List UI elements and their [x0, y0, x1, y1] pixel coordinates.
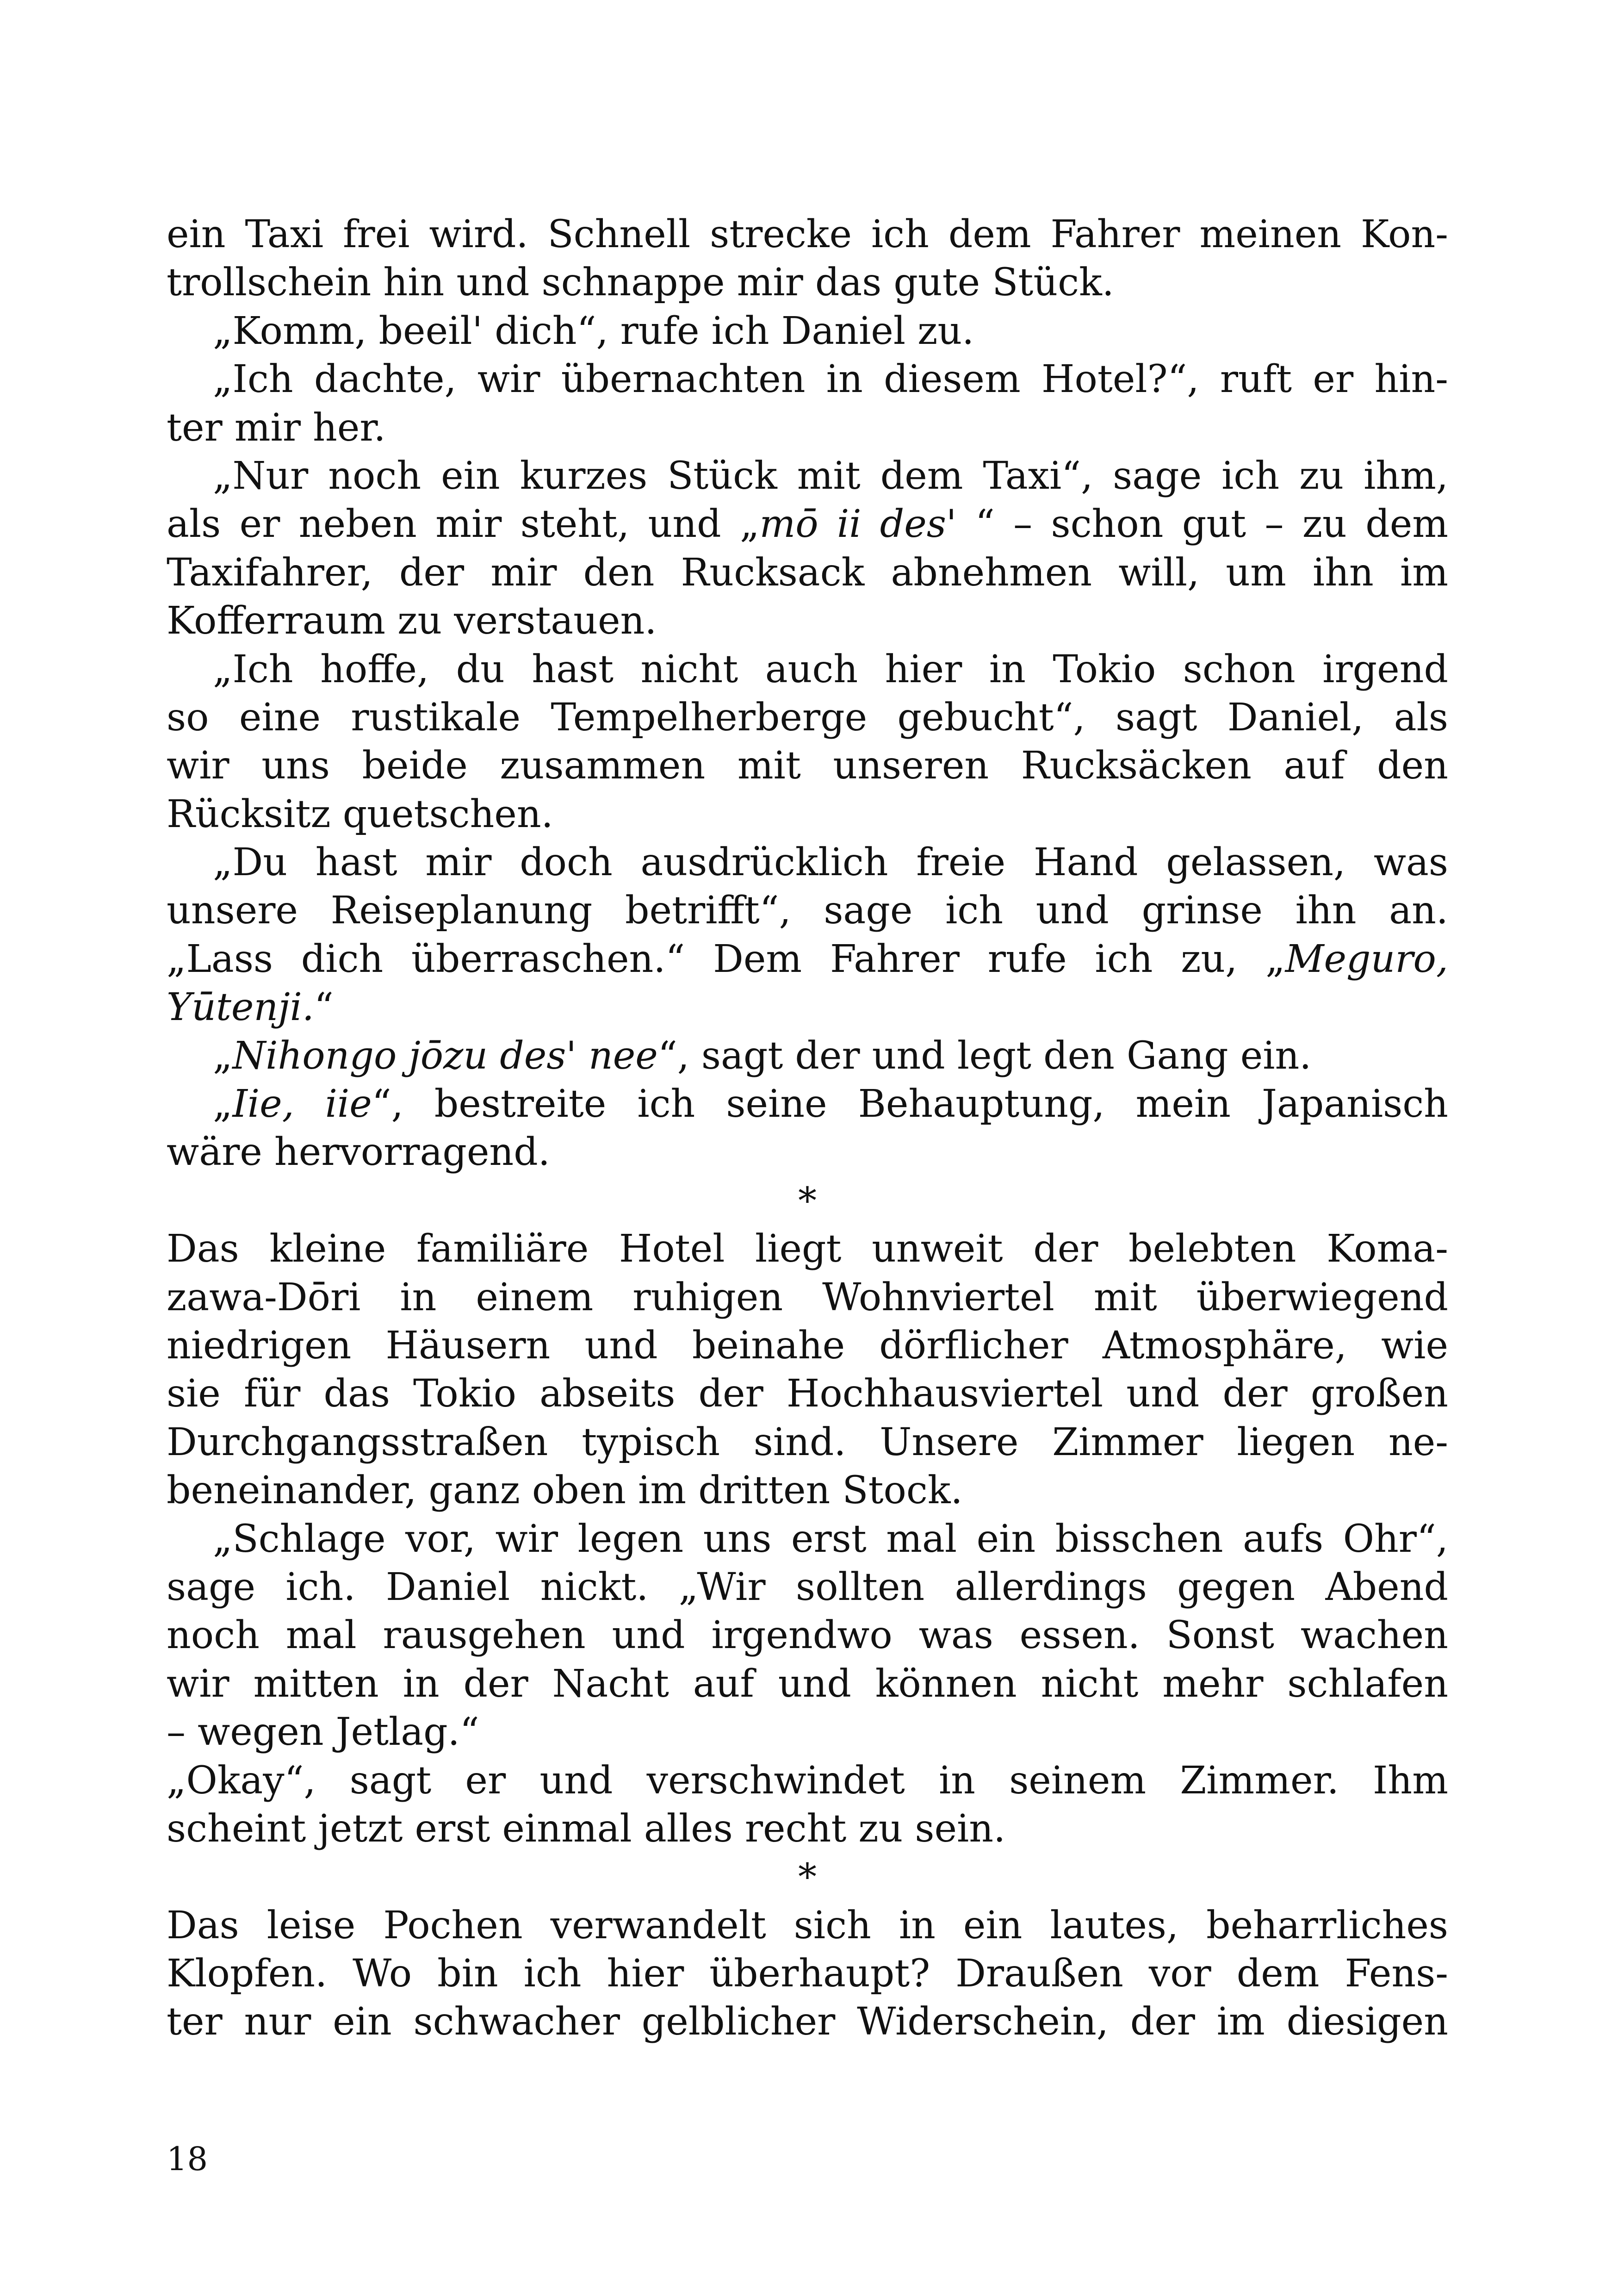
text-line: Kofferraum zu verstauen.: [167, 599, 657, 643]
japanese-phrase: Meguro,: [1285, 937, 1448, 981]
text-line: „Okay“, sagt er und verschwindet in seinem Zimmer. Ihm: [167, 1758, 1448, 1803]
text-run: „Lass dich überraschen.“ Dem Fahrer rufe ich zu, „: [167, 937, 1285, 981]
text-run: “ – schon gut – zu dem: [956, 502, 1449, 547]
text-line: „Nur noch ein kurzes Stück mit dem Taxi“, sage ich zu ihm,: [213, 454, 1448, 498]
text-line: [167, 983, 1448, 1032]
text-run: “: [314, 985, 334, 1030]
text-line: sage ich. Daniel nickt. „Wir sollten allerdings gegen Abend: [167, 1565, 1448, 1609]
text-run: “, bestreite ich seine Behauptung, mein Japanisch: [372, 1082, 1448, 1126]
text-line: so eine rustikale Tempelherberge gebucht“, sagt Daniel, als: [167, 695, 1448, 740]
section-separator: *: [798, 1179, 817, 1222]
text-line: ein Taxi frei wird. Schnell strecke ich dem Fahrer meinen Kon-: [167, 212, 1448, 256]
text-run: “, sagt der und legt den Gang ein.: [657, 1033, 1312, 1078]
text-line: Rücksitz quetschen.: [167, 792, 553, 836]
text-line: Klopfen. Wo bin ich hier überhaupt? Draußen vor dem Fens-: [167, 1952, 1448, 1996]
text-line: Das leise Pochen verwandelt sich in ein lautes, beharrliches: [167, 1903, 1448, 1948]
text-line: Taxifahrer, der mir den Rucksack abnehmen will, um ihn im: [167, 550, 1448, 595]
text-line: „Ich dachte, wir übernachten in diesem Hotel?“, ruft er hin-: [213, 357, 1448, 402]
japanese-phrase: Yūtenji.: [167, 985, 314, 1030]
text-line: – wegen Jetlag.“: [167, 1710, 479, 1755]
text-line: wäre hervorragend.: [167, 1130, 550, 1175]
text-line: [167, 500, 1448, 548]
japanese-phrase: Nihongo jōzu des' nee: [232, 1033, 658, 1078]
text-line: ter nur ein schwacher gelblicher Widerschein, der im diesigen: [167, 2000, 1448, 2044]
page-number: 18: [167, 2140, 208, 2178]
text-line: zawa-Dōri in einem ruhigen Wohnviertel mit überwiegend: [167, 1275, 1448, 1319]
text-line: [167, 1080, 1448, 1128]
text-line: noch mal rausgehen und irgendwo was essen. Sonst wachen: [167, 1613, 1448, 1658]
text-line: beneinander, ganz oben im dritten Stock.: [167, 1468, 963, 1513]
text-line: sie für das Tokio abseits der Hochhausviertel und der großen: [167, 1372, 1448, 1416]
japanese-phrase: Iie, iie: [232, 1082, 372, 1126]
text-line: „Du hast mir doch ausdrücklich freie Hand gelassen, was: [213, 840, 1448, 885]
text-line: wir mitten in der Nacht auf und können nicht mehr schlafen: [167, 1661, 1448, 1706]
text-line: niedrigen Häusern und beinahe dörflicher Atmosphäre, wie: [167, 1323, 1448, 1368]
text-line: Durchgangsstraßen typisch sind. Unsere Zimmer liegen ne-: [167, 1420, 1448, 1464]
text-run: als er neben mir steht, und „: [167, 502, 760, 547]
text-line: „Schlage vor, wir legen uns erst mal ein bisschen aufs Ohr“,: [213, 1517, 1448, 1561]
text-run: „: [213, 1033, 233, 1078]
text-run: „: [213, 1082, 233, 1126]
text-line: „Ich hoffe, du hast nicht auch hier in Tokio schon irgend: [213, 647, 1448, 691]
section-separator: *: [798, 1855, 817, 1899]
text-line: „Komm, beeil' dich“, rufe ich Daniel zu.: [213, 309, 974, 353]
text-line: ter mir her.: [167, 405, 386, 450]
text-line: Das kleine familiäre Hotel liegt unweit der belebten Koma-: [167, 1227, 1448, 1271]
book-page-text: [167, 211, 1448, 2047]
text-line: trollschein hin und schnappe mir das gute Stück.: [167, 261, 1114, 305]
text-line: [167, 935, 1448, 983]
japanese-phrase: mō ii des': [759, 502, 957, 547]
text-line: scheint jetzt erst einmal alles recht zu sein.: [167, 1806, 1006, 1851]
text-line: wir uns beide zusammen mit unseren Rucksäcken auf den: [167, 744, 1448, 788]
text-line: [167, 1032, 1448, 1080]
text-line: unsere Reiseplanung betrifft“, sage ich und grinse ihn an.: [167, 889, 1448, 933]
